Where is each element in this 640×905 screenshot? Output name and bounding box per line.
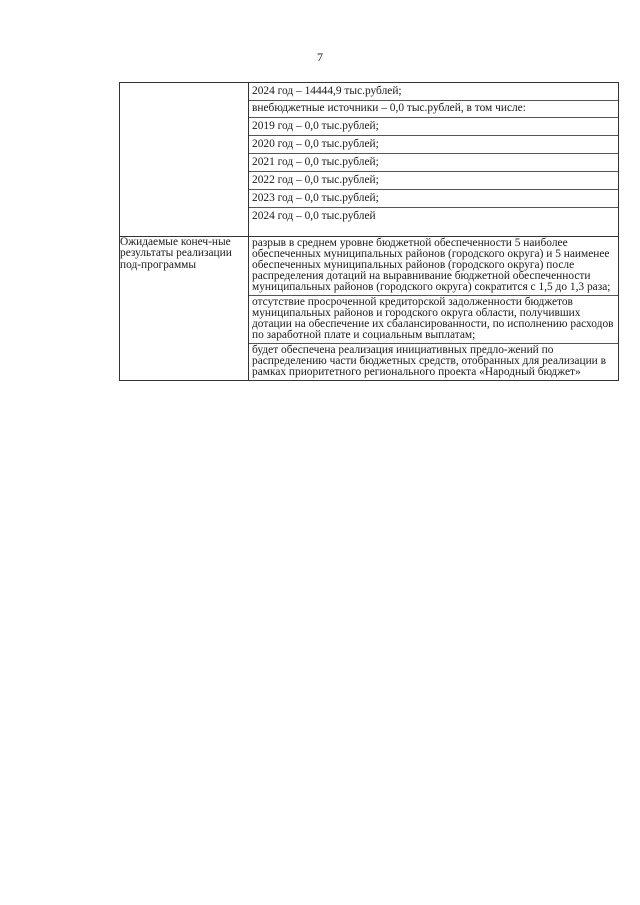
results-label: Ожидаемые конеч-ные результаты реализации под-программы <box>120 237 249 381</box>
page-number: 7 <box>317 50 323 64</box>
financing-line: 2021 год – 0,0 тыс.рублей; <box>249 153 618 171</box>
table-row-financing <box>120 83 619 237</box>
result-paragraph: разрыв в среднем уровне бюджетной обеспеченности 5 наиболее обеспеченных муниципальных районов (городского округа) и 5 наименее обеспеченных муниципальных районов (городского округа) после распределения дотаций на выравнивание бюджетной обеспеченности муниципальных районов (городского округа) сократится с 1,5 до 1,3 раза; <box>252 237 611 293</box>
result-paragraph: отсутствие просроченной кредиторской задолженности бюджетов муниципальных районов и городского округа области, получивших дотации на обеспечение их сбалансированности, по исполнению расходов по заработной плате и социальным выплатам; <box>249 295 618 343</box>
financing-line: 2020 год – 0,0 тыс.рублей; <box>249 135 618 153</box>
financing-line: 2024 год – 0,0 тыс.рублей <box>249 207 618 225</box>
results-cell <box>249 237 619 381</box>
financing-line: 2019 год – 0,0 тыс.рублей; <box>249 117 618 135</box>
empty-label-cell <box>120 83 249 237</box>
result-paragraph: будет обеспечена реализация инициативных предло-жений по распределению части бюджетных средств, отобранных для реализации в рамках приоритетного регионального проекта «Народный бюджет» <box>249 343 618 380</box>
financing-line: 2024 год – 14444,9 тыс.рублей; <box>252 85 402 97</box>
financing-line: внебюджетные источники – 0,0 тыс.рублей, в том числе: <box>249 100 618 117</box>
financing-line: 2023 год – 0,0 тыс.рублей; <box>249 189 618 207</box>
financing-cell <box>249 83 619 237</box>
subprogram-passport-table <box>119 82 619 381</box>
financing-line: 2022 год – 0,0 тыс.рублей; <box>249 171 618 189</box>
table-row-results <box>120 237 619 381</box>
